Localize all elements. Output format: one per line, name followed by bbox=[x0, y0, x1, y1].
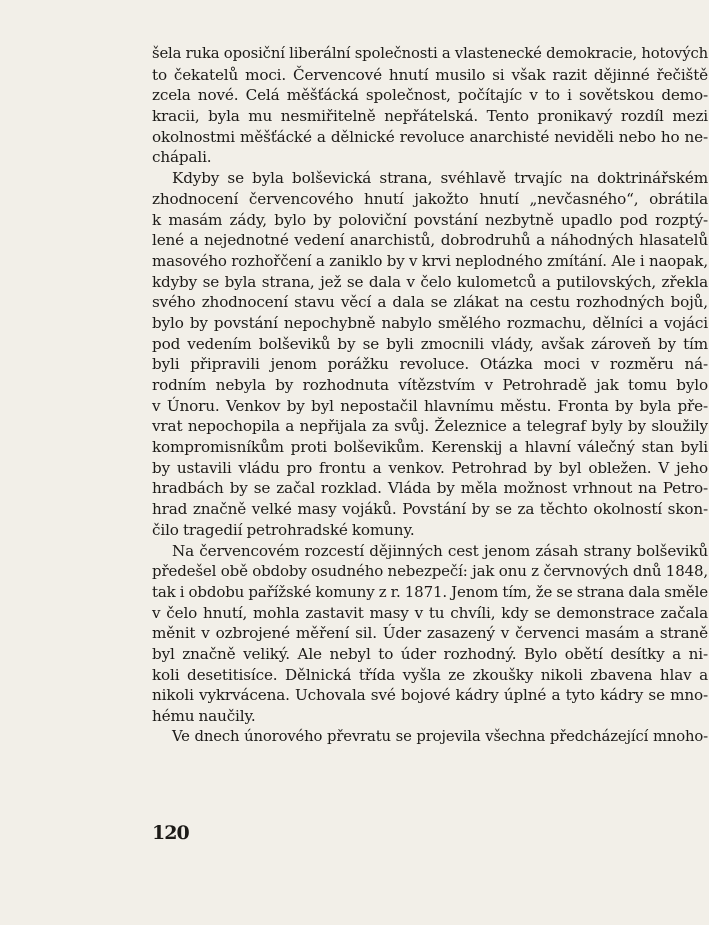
text-line: byl značně veliký. Ale nebyl to úder rozhodný. Bylo obětí desítky a ni- bbox=[152, 644, 708, 663]
paragraph-first-line: Kdyby se byla bolševická strana, svéhlavě trvajíc na doktrinářském bbox=[172, 169, 708, 188]
text-line: pod vedením bolševiků by se byli zmocnili vlády, avšak zároveň by tím bbox=[152, 334, 708, 353]
text-line: bylo by povstání nepochybně nabylo smělého rozmachu, dělníci a vojáci bbox=[152, 313, 708, 332]
text-line: byli připravili jenom porážku revoluce. Otázka moci v rozměru ná- bbox=[152, 355, 708, 374]
text-line: šela ruka oposiční liberální společnosti a vlastenecké demokracie, hotových bbox=[152, 45, 708, 62]
text-line: kdyby se byla strana, jež se dala v čelo kulometců a putilovských, zřekla bbox=[152, 272, 708, 291]
paragraph-first-line: Na červencovém rozcestí dějinných cest jenom zásah strany bolševiků bbox=[172, 541, 708, 560]
text-line: hrad značně velké masy vojáků. Povstání by se za těchto okolností skon- bbox=[152, 500, 708, 519]
paragraph-first-line: Ve dnech únorového převratu se projevila všechna předcházející mnoho- bbox=[172, 727, 708, 745]
text-line: kompromisníkům proti bolševikům. Kerenskij a hlavní válečný stan byli bbox=[152, 438, 708, 457]
text-line: koli desetitisíce. Dělnická třída vyšla ze zkoušky nikoli zbavena hlav a bbox=[152, 665, 708, 684]
text-line: masového rozhořčení a zaniklo by v krvi neplodného zmítání. Ale i naopak, bbox=[152, 251, 708, 270]
text-line: zcela nové. Celá měšťácká společnost, počítajíc v to i sovětskou demo- bbox=[152, 86, 708, 105]
text-line: hradbách by se začal rozklad. Vláda by měla možnost vrhnout na Petro- bbox=[152, 479, 708, 498]
text-line: zhodnocení červencového hnutí jakožto hnutí „nevčasného“, obrátila bbox=[152, 189, 708, 208]
text-line: to čekatelů moci. Červencové hnutí musilo si však razit dějinné řečiště bbox=[152, 65, 708, 84]
text-line: předešel obě obdoby osudného nebezpečí: jak onu z červnových dnů 1848, bbox=[152, 562, 708, 581]
text-line: okolnostmi měšťácké a dělnické revoluce anarchisté neviděli nebo ho ne- bbox=[152, 127, 708, 146]
text-line: lené a nejednotné vedení anarchistů, dobrodruhů a náhodných hlasatelů bbox=[152, 231, 708, 250]
text-line: k masám zády, bylo by poloviční povstání nezbytně upadlo pod rozptý- bbox=[152, 210, 708, 229]
page-number: 120 bbox=[152, 822, 189, 844]
text-line: v čelo hnutí, mohla zastavit masy v tu chvíli, kdy se demonstrace začala bbox=[152, 603, 708, 622]
text-line: chápali. bbox=[152, 148, 212, 167]
body-text bbox=[152, 44, 708, 747]
text-line: nikoli vykrvácena. Uchovala své bojové kádry úplné a tyto kádry se mno- bbox=[152, 686, 708, 705]
text-line: vrat nepochopila a nepřijala za svůj. Železnice a telegraf byly by sloužily bbox=[152, 417, 708, 436]
text-line: by ustavili vládu pro frontu a venkov. Petrohrad by byl obležen. V jeho bbox=[152, 458, 708, 477]
text-line: tak i obdobu pařížské komuny z r. 1871. Jenom tím, že se strana dala směle bbox=[152, 582, 708, 601]
text-line: svého zhodnocení stavu věcí a dala se zlákat na cestu rozhodných bojů, bbox=[152, 293, 708, 312]
text-line: měnit v ozbrojené měření sil. Úder zasazený v červenci masám a straně bbox=[152, 624, 708, 643]
text-line: čilo tragedií petrohradské komuny. bbox=[152, 520, 415, 539]
text-line: hému naučily. bbox=[152, 707, 256, 725]
text-line: rodním nebyla by rozhodnuta vítězstvím v Petrohradě jak tomu bylo bbox=[152, 376, 708, 394]
text-line: kracii, byla mu nesmiřitelně nepřátelská. Tento pronikavý rozdíl mezi bbox=[152, 107, 708, 126]
text-line: v Únoru. Venkov by byl nepostačil hlavnímu městu. Fronta by byla pře- bbox=[152, 396, 708, 415]
